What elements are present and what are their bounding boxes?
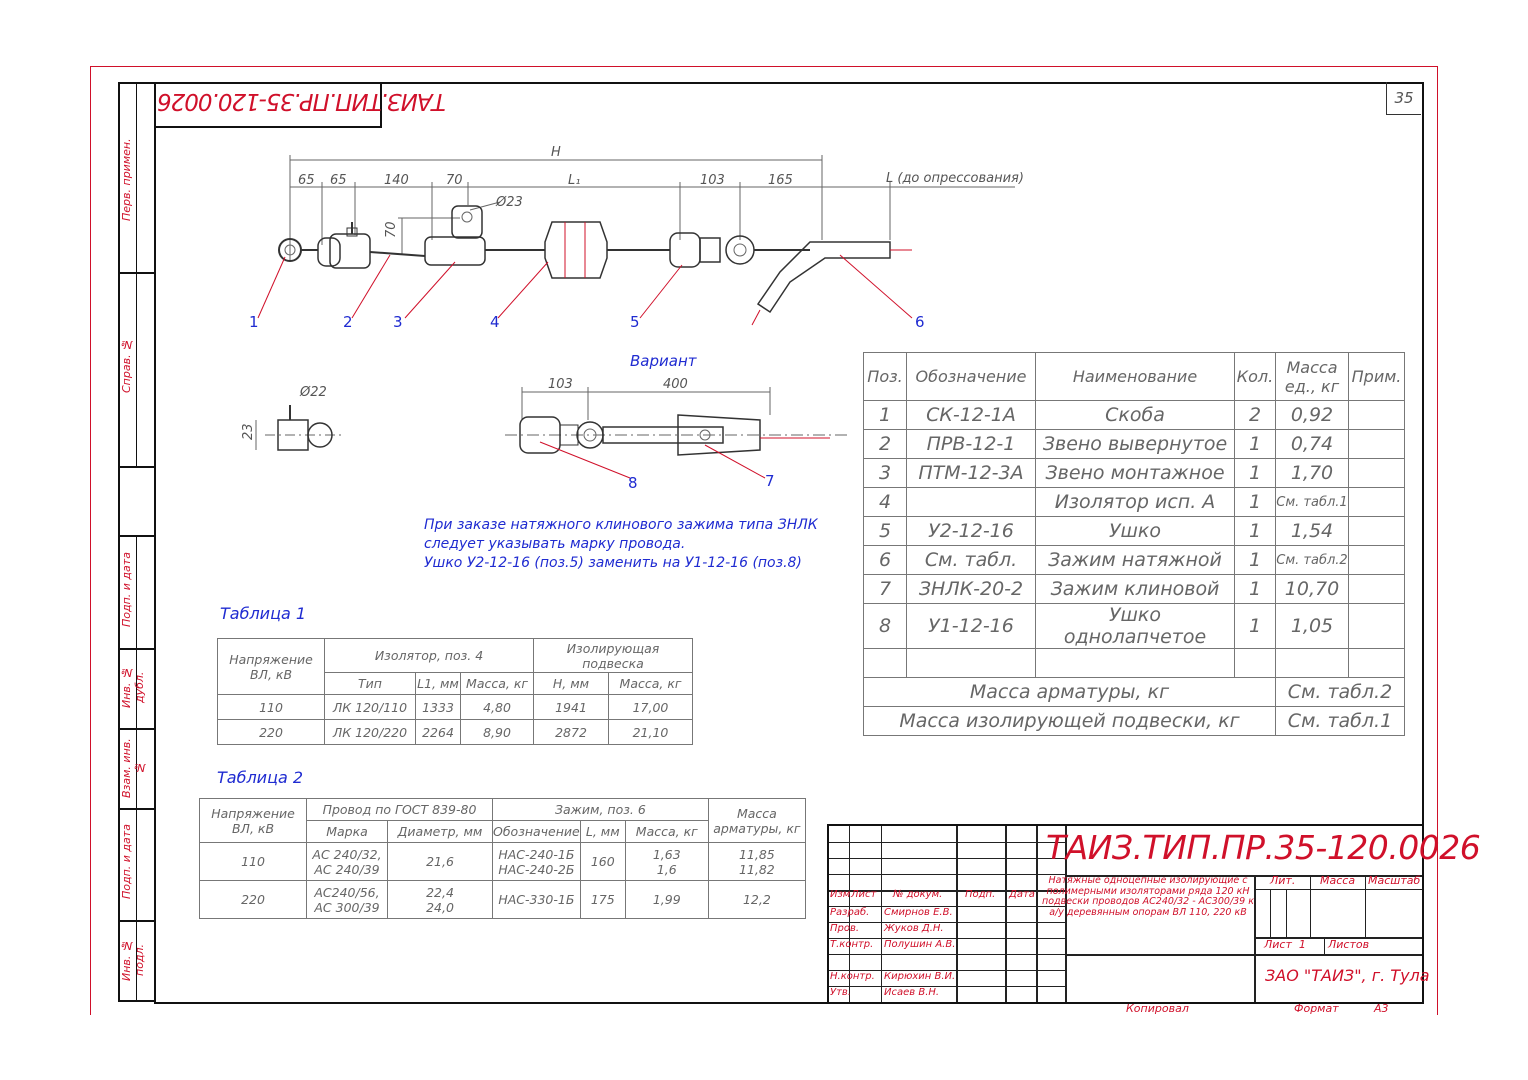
t2-diam: 22,4 24,0 [388,881,493,919]
t2-l: 175 [580,881,625,919]
table1 [217,638,693,745]
spec-qty: 1 [1235,430,1276,459]
spec-mass: См. табл.1 [1276,488,1349,517]
spec-row [864,459,1405,488]
t1-mass2: 21,10 [609,720,693,745]
spec-pos: 2 [864,430,907,459]
spec-table [863,352,1405,736]
spec-note [1349,430,1405,459]
t1-type: ЛК 120/220 [325,720,416,745]
spec-total1-label: Масса арматуры, кг [864,678,1276,707]
spec-designation: ЗНЛК-20-2 [907,575,1036,604]
dim-phi23: Ø23 [496,195,523,210]
t2-des: НАС-330-1Б [493,881,581,919]
order-note [424,516,818,573]
pos-label-8: 8 [628,474,638,492]
spec-name: Зажим клиновой [1036,575,1235,604]
t1-row [218,720,693,745]
spec-qty: 1 [1235,546,1276,575]
pos-label-3: 3 [393,313,403,331]
variant-title: Вариант [630,352,697,370]
spec-name: Ушко однолапчетое [1036,604,1235,649]
note-line-1: При заказе натяжного клинового зажима типа ЗНЛК [424,517,818,533]
t2-h-brand: Марка [307,821,388,843]
spec-row [864,546,1405,575]
format-label: Формат [1294,1002,1339,1015]
dim-v70: 70 [384,221,399,238]
tb-mass: Масса [1320,874,1356,887]
spec-name: Ушко [1036,517,1235,546]
spec-note [1349,459,1405,488]
spec-name: Скоба [1036,401,1235,430]
dim-103: 103 [700,173,725,188]
spec-pos: 7 [864,575,907,604]
tb-sheets: Листов [1328,938,1370,951]
spec-qty: 1 [1235,459,1276,488]
t2-des: НАС-240-1Б НАС-240-2Б [493,843,581,881]
pos-label-5: 5 [630,313,640,331]
spec-mass: См. табл.2 [1276,546,1349,575]
dim-65a: 65 [298,173,315,188]
spec-mass: 1,70 [1276,459,1349,488]
note-line-2: следует указывать марку провода. [424,536,686,552]
spec-name: Звено монтажное [1036,459,1235,488]
pos-label-4: 4 [490,313,500,331]
spec-h-note: Прим. [1349,353,1405,401]
spec-note [1349,546,1405,575]
t2-l: 160 [580,843,625,881]
t1-h-type: Тип [325,673,416,695]
pos-label-6: 6 [915,313,925,331]
format-value: А3 [1374,1002,1389,1015]
spec-pos: 8 [864,604,907,649]
t2-cmass: 1,99 [625,881,708,919]
tb-col-doc: № докум. [893,889,943,900]
small-dim-phi22: Ø22 [300,385,327,400]
t2-mass: 11,85 11,82 [708,843,805,881]
side-label-inv-dubl: Инв. № дубл. [120,666,146,708]
t1-h-insulator: Изолятор, поз. 4 [325,639,534,673]
spec-h-name: Наименование [1036,353,1235,401]
side-label-perv: Перв. примен. [120,138,133,222]
side-label-inv-podl: Инв. № подл. [120,939,146,981]
t2-row [200,881,806,919]
spec-note [1349,575,1405,604]
pos-label-1: 1 [249,313,259,331]
spec-qty: 1 [1235,604,1276,649]
t1-h-mass2: Масса, кг [609,673,693,695]
spec-mass: 1,54 [1276,517,1349,546]
t2-h-l: L, мм [580,821,625,843]
t2-v: 110 [200,843,307,881]
spec-qty: 1 [1235,517,1276,546]
t1-l1: 1333 [416,695,461,720]
dim-70: 70 [446,173,463,188]
pos-label-7: 7 [765,472,775,490]
t1-l1: 2264 [416,720,461,745]
spec-note [1349,401,1405,430]
table1-title: Таблица 1 [220,604,307,623]
side-label-podp1: Подп. и дата [120,552,133,628]
title-code: ТАИЗ.ТИП.ПР.35-120.0026 [1046,828,1481,867]
t2-row [200,843,806,881]
spec-row [864,517,1405,546]
side-label-vzam: Взам. инв. № [120,738,146,798]
spec-row [864,401,1405,430]
spec-qty: 2 [1235,401,1276,430]
side-label-podp2: Подп. и дата [120,824,133,900]
t2-h-voltage: Напряжение ВЛ, кВ [200,799,307,843]
spec-mass: 0,74 [1276,430,1349,459]
spec-mass: 10,70 [1276,575,1349,604]
tb-company: ЗАО "ТАИЗ", г. Тула [1265,966,1430,985]
variant-dim-103: 103 [548,377,573,392]
spec-name: Изолятор исп. А [1036,488,1235,517]
t1-h-mass: Масса, кг [461,673,534,695]
table2-title: Таблица 2 [217,768,304,787]
title-description: Натяжные одноцепные изолирующие с полимерными изоляторами ряда 120 кН подвески проводов АС240/32 - АС300/39 к а/у деревянным опорам ВЛ 110, 220 кВ [1042,875,1254,918]
note-line-3: Ушко У2-12-16 (поз.5) заменить на У1-12-16 (поз.8) [424,555,802,571]
spec-h-qty: Кол. [1235,353,1276,401]
t2-h-wire: Провод по ГОСТ 839-80 [307,799,493,821]
spec-row [864,488,1405,517]
dim-65b: 65 [330,173,347,188]
table2 [199,798,806,919]
tb-scale: Масштаб [1368,874,1421,887]
spec-row-empty [864,649,1405,678]
t2-brand: АС240/56, АС 300/39 [307,881,388,919]
dim-h: H [551,145,561,160]
t1-h-l1: L1, мм [416,673,461,695]
sheet-number: 35 [1394,89,1414,107]
spec-designation: СК-12-1А [907,401,1036,430]
side-label-sprav: Справ. № [120,337,133,393]
t1-h-h: Н, мм [534,673,609,695]
t2-h-des: Обозначение [493,821,581,843]
t1-mass2: 17,00 [609,695,693,720]
spec-row [864,575,1405,604]
spec-designation: У1-12-16 [907,604,1036,649]
t2-cmass: 1,63 1,6 [625,843,708,881]
t2-diam: 21,6 [388,843,493,881]
t2-h-cmass: Масса, кг [625,821,708,843]
spec-qty: 1 [1235,575,1276,604]
spec-note [1349,604,1405,649]
spec-name: Зажим натяжной [1036,546,1235,575]
spec-pos: 6 [864,546,907,575]
spec-designation: ПРВ-12-1 [907,430,1036,459]
spec-h-pos: Поз. [864,353,907,401]
spec-mass: 0,92 [1276,401,1349,430]
t2-h-clamp: Зажим, поз. 6 [493,799,709,821]
tb-col-sign: Подп. [965,889,996,900]
spec-row [864,604,1405,649]
t2-h-diam: Диаметр, мм [388,821,493,843]
small-dim-23: 23 [241,423,256,440]
spec-pos: 3 [864,459,907,488]
spec-h-designation: Обозначение [907,353,1036,401]
t2-brand: АС 240/32, АС 240/39 [307,843,388,881]
t1-mass: 4,80 [461,695,534,720]
tb-col-list: Лист [851,889,877,900]
t2-h-mass: Масса арматуры, кг [708,799,805,843]
spec-pos: 4 [864,488,907,517]
t1-v: 220 [218,720,325,745]
dim-l1: L₁ [568,173,581,188]
dim-l-note: L (до опрессования) [886,171,1024,186]
t1-h-suspension: Изолирующая подвеска [534,639,693,673]
spec-designation: См. табл. [907,546,1036,575]
t1-h: 2872 [534,720,609,745]
tb-roles: Разраб. Смирнов Е.В. Пров. Жуков Д.Н. Т.контр. Полушин А.В. Н.контр. Кирюхин В.И. Утв. Исаев В.Н. [830,907,956,998]
dim-165: 165 [768,173,793,188]
dim-140: 140 [384,173,409,188]
mirrored-code: ТАИЗ.ТИП.ПР.35-120.0026 [158,88,446,114]
spec-total2-label: Масса изолирующей подвески, кг [864,707,1276,736]
tb-lit: Лит. [1270,874,1296,887]
t1-h-voltage: Напряжение ВЛ, кВ [218,639,325,695]
spec-h-mass: Масса ед., кг [1276,353,1349,401]
tb-col-izm: Изм [830,889,851,900]
copied-label: Копировал [1126,1002,1189,1015]
spec-row [864,430,1405,459]
tb-col-date: Дата [1009,889,1035,900]
spec-pos: 1 [864,401,907,430]
spec-name: Звено вывернутое [1036,430,1235,459]
t1-mass: 8,90 [461,720,534,745]
spec-total2-value: См. табл.1 [1276,707,1405,736]
t2-mass: 12,2 [708,881,805,919]
spec-note [1349,488,1405,517]
spec-note [1349,517,1405,546]
spec-designation: ПТМ-12-3А [907,459,1036,488]
t2-v: 220 [200,881,307,919]
spec-designation: У2-12-16 [907,517,1036,546]
variant-dim-400: 400 [663,377,688,392]
t1-row [218,695,693,720]
spec-designation [907,488,1036,517]
t1-h: 1941 [534,695,609,720]
t1-type: ЛК 120/110 [325,695,416,720]
pos-label-2: 2 [343,313,353,331]
t1-v: 110 [218,695,325,720]
spec-pos: 5 [864,517,907,546]
spec-qty: 1 [1235,488,1276,517]
spec-total1-value: См. табл.2 [1276,678,1405,707]
tb-sheet: Лист 1 [1264,938,1306,951]
spec-mass: 1,05 [1276,604,1349,649]
